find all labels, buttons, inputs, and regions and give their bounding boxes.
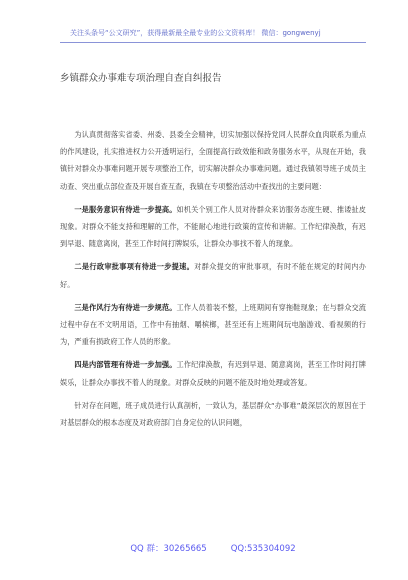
- paragraph-lead: 一是服务意识有待进一步提高。: [74, 204, 177, 214]
- footer-qq: QQ:535304092: [230, 544, 296, 554]
- paragraph-intro: [60, 126, 366, 195]
- header-banner: 关注头条号“公文研究”，获得最新最全最专业的公文资料库！ 微信：gongwenyj: [70, 29, 321, 37]
- header-divider: [60, 42, 366, 43]
- paragraph-text: 工作人员着装不整，上班期间有穿拖鞋现象；在与群众交流过程中存在不文明用语，工作中有抽烟、嚼槟榔，甚至还有上班期间玩电脑游戏、看视频的行为，严重有损政府工作人员的形象。: [60, 302, 366, 347]
- paragraph-lead: 三是作风行为有待进一步规范。: [74, 302, 177, 312]
- footer-qq-group: QQ 群：30265665: [130, 544, 207, 554]
- paragraph-text: 对群众提交的审批事项，有时不能在规定的时间内办好。: [60, 262, 366, 289]
- paragraph-text: 为认真贯彻落实省委、州委、县委全会精神，切实加强以保持党同人民群众血肉联系为重点的作风建设，扎实推进权力公开透明运行，全面提高行政效能和政务服务水平，从现在开始，我镇针对群众办事难问题开展专项整治工作，切实解决群众办事难问题。通过我镇领导班子成员主动查、突出重点部位查及开展自查互查，我镇在专项整治活动中查找出的主要问题：: [60, 130, 366, 191]
- paragraph-problem-1: [60, 201, 366, 253]
- document-body: [60, 126, 366, 431]
- paragraph-problem-4: [60, 356, 366, 390]
- paragraph-text: 如机关个别工作人员对待群众来访服务态度生硬、推诿扯皮现象。对群众不能支持和理解的工作，不能耐心地进行政策的宣传和讲解。工作纪律涣散，有迟到早退、随意离岗，甚至工作时间打牌娱乐，让群众办事找不着人的现象。: [60, 204, 366, 249]
- paragraph-problem-3: [60, 299, 366, 351]
- paragraph-problem-2: [60, 258, 366, 292]
- paragraph-analysis: [60, 397, 366, 431]
- document-title: 乡镇群众办事难专项治理自查自纠报告: [60, 73, 222, 84]
- paragraph-text: 针对存在问题，班子成员进行认真剖析，一致认为，基层群众“办事难”最深层次的原因在于对基层群众的根本态度及对政府部门自身定位的认识问题，: [60, 400, 366, 428]
- paragraph-text: 工作纪律涣散，有迟到早退、随意离岗，甚至工作时间打牌娱乐，让群众办事找不着人的现象。对群众反映的问题不能及时地处理或答复。: [60, 360, 366, 387]
- paragraph-lead: 二是行政审批事项有待进一步提速。: [74, 262, 195, 272]
- footer: [60, 543, 366, 555]
- paragraph-lead: 四是内部管理有待进一步加强。: [74, 360, 177, 370]
